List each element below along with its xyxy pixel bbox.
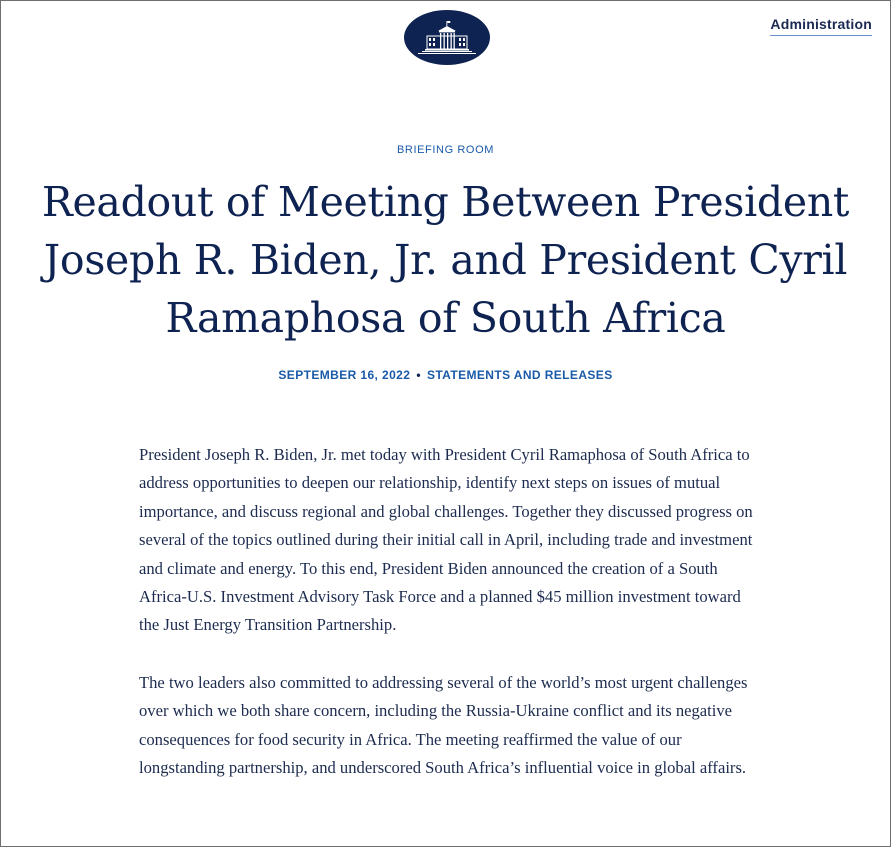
- meta-separator: •: [416, 368, 421, 382]
- site-header: [1, 1, 890, 71]
- article-body: [139, 441, 759, 811]
- article-meta: [1, 368, 890, 382]
- article-paragraph: President Joseph R. Biden, Jr. met today with President Cyril Ramaphosa of South Africa to address opportunities to deepen our relationship, identify next steps on issues of mutual importance, and discuss regional and global challenges. Together they discussed progress on several of the topics outlined during their initial call in April, including trade and investment and climate and energy. To this end, President Biden announced the creation of a South Africa-U.S. Investment Advisory Task Force and a planned $45 million investment toward the Just Energy Transition Partnership.: [139, 445, 753, 635]
- briefing-room-link[interactable]: BRIEFING ROOM: [396, 144, 495, 156]
- article-paragraph: The two leaders also committed to addressing several of the world’s most urgent challenges over which we both share concern, including the Russia-Ukraine conflict and its negative consequences for food security in Africa. The meeting reaffirmed the value of our longstanding partnership, and underscored South Africa’s influential voice in global affairs.: [139, 672, 748, 778]
- page-title: Readout of Meeting Between President Joseph R. Biden, Jr. and President Cyril Ramaphosa of South Africa: [41, 178, 850, 342]
- category-link[interactable]: STATEMENTS AND RELEASES: [426, 368, 613, 382]
- article-date: SEPTEMBER 16, 2022: [278, 368, 411, 382]
- administration-link[interactable]: Administration: [770, 16, 872, 36]
